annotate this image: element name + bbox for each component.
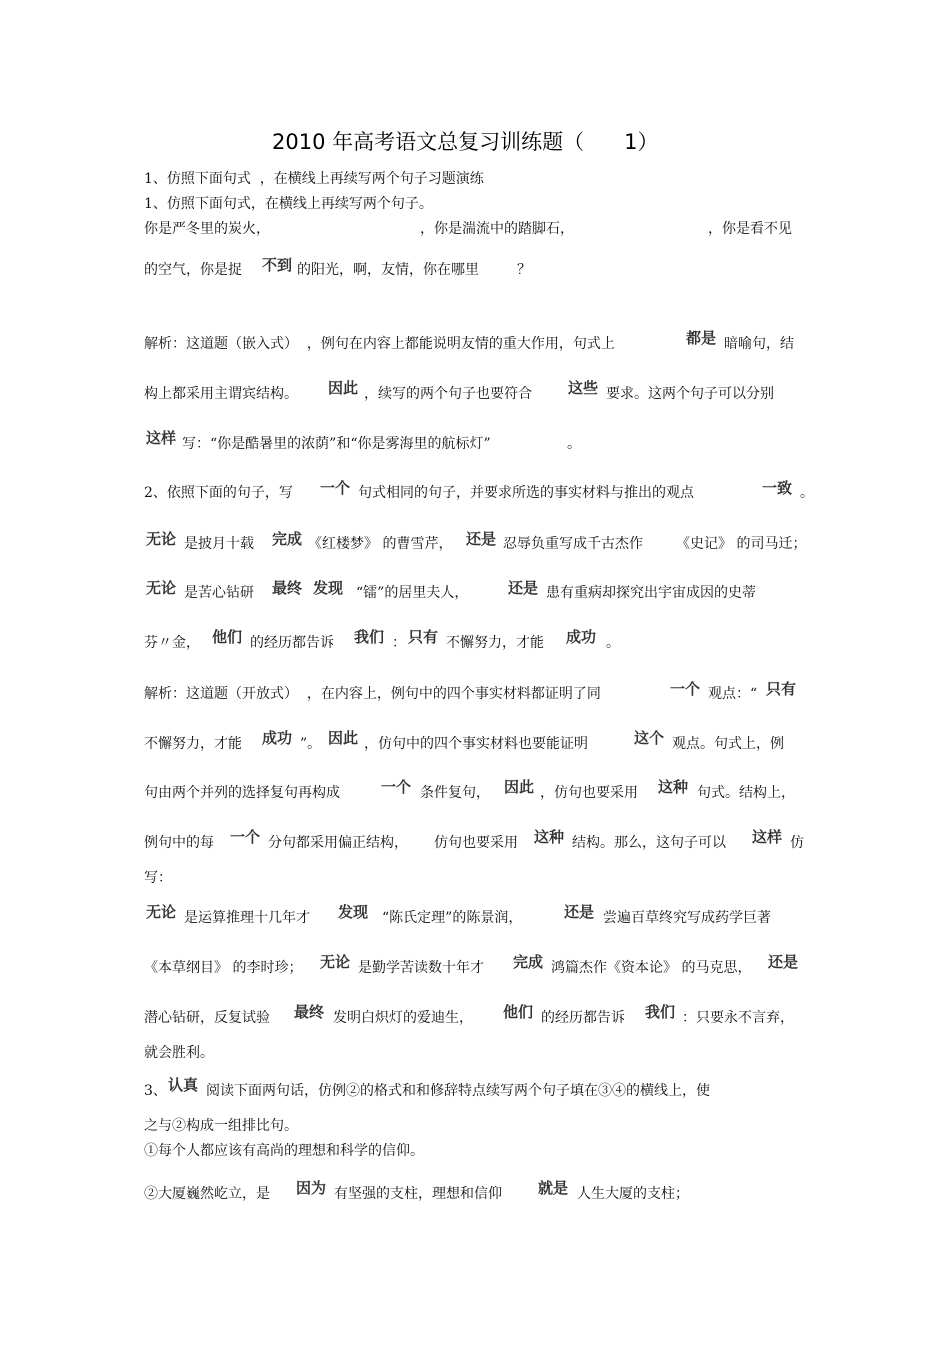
q2-text: 是披月十载 — [184, 536, 254, 552]
q2-text: 忍辱负重写成千古杰作 — [503, 536, 643, 552]
analysis-2: 例句中的每 — [144, 835, 214, 851]
analysis-2: 仿句也要采用 — [434, 835, 518, 851]
q2-text: 芬〃金， — [144, 635, 200, 651]
sample-answer: 是勤学苦读数十年才 — [358, 960, 484, 976]
q2-text: 是苦心钻研 — [184, 585, 254, 601]
handwritten-word: 因此 — [328, 379, 359, 397]
handwritten-word: 还是 — [466, 530, 497, 548]
analysis-1: 写：“你是酷暑里的浓荫”和“你是雾海里的航标灯” — [182, 436, 491, 452]
handwritten-word: 完成 — [272, 530, 303, 548]
page-title: 2010 年高考语文总复习训练题（ 1） — [272, 130, 659, 154]
handwritten-word: 完成 — [513, 953, 544, 971]
analysis-2: 观点：“ — [708, 686, 758, 702]
handwritten-word: 认真 — [168, 1076, 199, 1094]
handwritten-word: 就是 — [538, 1179, 569, 1197]
handwritten-word: 一个 — [230, 828, 261, 846]
handwritten-word: 我们 — [645, 1003, 676, 1021]
q1-text: 的空气，你是捉 — [144, 262, 242, 278]
handwritten-word: 这样 — [146, 429, 177, 447]
analysis-1: 要求。这两个句子可以分别 — [606, 386, 774, 402]
q2-text: ： — [392, 635, 406, 651]
analysis-2: 结构。那么，这句子可以 — [572, 835, 726, 851]
handwritten-word: 只有 — [408, 628, 439, 646]
q1-text: ，你是看不见 — [708, 221, 792, 237]
question-3: 阅读下面两句话，仿例②的格式和和修辞特点续写两个句子填在③④的横线上，使 — [206, 1083, 710, 1099]
analysis-1: 暗喻句，结 — [724, 336, 794, 352]
handwritten-word: 最终 — [294, 1003, 325, 1021]
sample-answer: “陈氏定理”的陈景润， — [382, 910, 523, 926]
question-1: 1、仿照下面句式，在横线上再续写两个句子。 — [144, 196, 433, 212]
question-3-example-1: ①每个人都应该有高尚的理想和科学的信仰。 — [144, 1143, 424, 1159]
handwritten-word: 无论 — [146, 579, 177, 597]
handwritten-word: 一个 — [320, 479, 351, 497]
analysis-2: 解析：这道题（开放式） ，在内容上，例句中的四个事实材料都证明了同 — [144, 686, 601, 702]
handwritten-word: 一致 — [762, 479, 793, 497]
q2-text: 《红楼梦》 的曹雪芹， — [308, 536, 453, 552]
sample-answer: 鸿篇杰作《资本论》 的马克思， — [551, 960, 752, 976]
handwritten-word: 因为 — [296, 1179, 327, 1197]
analysis-2: 仿 — [790, 835, 804, 851]
question-2: 句式相同的句子，并要求所选的事实材料与推出的观点 — [358, 485, 694, 501]
handwritten-word: 发现 — [338, 903, 369, 921]
q2-text: 患有重病却探究出宇宙成因的史蒂 — [546, 585, 756, 601]
q2-text: 。 — [606, 635, 620, 651]
analysis-2: 不懈努力，才能 — [144, 736, 242, 752]
sample-answer: 是运算推理十几年才 — [184, 910, 310, 926]
handwritten-word: 都是 — [686, 329, 717, 347]
question-2: 。 — [800, 485, 814, 501]
sample-answer: 就会胜利。 — [144, 1045, 214, 1061]
analysis-1: 。 — [567, 436, 581, 452]
handwritten-word: 还是 — [564, 903, 595, 921]
q2-text: “镭”的居里夫人， — [356, 585, 469, 601]
analysis-2: 条件复句， — [420, 785, 490, 801]
handwritten-word: 成功 — [262, 729, 293, 747]
question-2: 2、依照下面的句子，写 — [144, 485, 293, 501]
analysis-2: 观点。句式上，例 — [672, 736, 784, 752]
handwritten-word: 一个 — [381, 778, 412, 796]
sample-answer: 尝遍百草终究写成药学巨著 — [603, 910, 771, 926]
handwritten-word: 无论 — [320, 953, 351, 971]
handwritten-word: 这些 — [568, 379, 599, 397]
exercise-heading: 1、仿照下面句式 ，在横线上再续写两个句子习题演练 — [144, 171, 484, 187]
handwritten-word: 只有 — [766, 680, 797, 698]
handwritten-word: 这种 — [534, 828, 565, 846]
handwritten-word: 这种 — [658, 778, 689, 796]
q2-text: 的经历都告诉 — [250, 635, 334, 651]
q2-text: 《史记》 的司马迁； — [676, 536, 807, 552]
sample-answer: 《本草纲目》 的李时珍； — [144, 960, 303, 976]
handwritten-word: 最终 — [272, 579, 303, 597]
question-3: 3、 — [144, 1083, 167, 1099]
question-3: 之与②构成一组排比句。 — [144, 1118, 298, 1134]
handwritten-word: 不到 — [262, 256, 293, 274]
handwritten-word: 因此 — [328, 729, 359, 747]
analysis-2: 句由两个并列的选择复句再构成 — [144, 785, 340, 801]
handwritten-word: 还是 — [508, 579, 539, 597]
analysis-1: ，续写的两个句子也要符合 — [364, 386, 532, 402]
handwritten-word: 这样 — [752, 828, 783, 846]
handwritten-word: 发现 — [313, 579, 344, 597]
q1-text: ？ — [517, 262, 531, 278]
sample-answer: 潜心钻研，反复试验 — [144, 1010, 270, 1026]
sample-answer: 发明白炽灯的爱迪生， — [333, 1010, 473, 1026]
analysis-2: ，仿句也要采用 — [540, 785, 638, 801]
sample-answer: 的经历都告诉 — [541, 1010, 625, 1026]
q1-text: 你是严冬里的炭火， — [144, 221, 270, 237]
q1-text: ，你是湍流中的踏脚石， — [420, 221, 574, 237]
handwritten-word: 他们 — [503, 1003, 534, 1021]
q1-text: 的阳光，啊，友情，你在哪里 — [297, 262, 479, 278]
handwritten-word: 他们 — [212, 628, 243, 646]
handwritten-word: 因此 — [504, 778, 535, 796]
analysis-1: 解析：这道题（嵌入式） ，例句在内容上都能说明友情的重大作用，句式上 — [144, 336, 615, 352]
handwritten-word: 这个 — [634, 729, 665, 747]
analysis-2: 写： — [144, 870, 172, 886]
handwritten-word: 还是 — [768, 953, 799, 971]
question-3-example-2: ②大厦巍然屹立，是 — [144, 1186, 270, 1202]
question-3-example-2: 有坚强的支柱，理想和信仰 — [334, 1186, 502, 1202]
handwritten-word: 成功 — [566, 628, 597, 646]
analysis-2: ”。 — [300, 736, 322, 752]
sample-answer: ：只要永不言弃， — [682, 1010, 794, 1026]
analysis-2: 句式。结构上， — [697, 785, 795, 801]
handwritten-word: 无论 — [146, 530, 177, 548]
analysis-1: 构上都采用主谓宾结构。 — [144, 386, 298, 402]
question-3-example-2: 人生大厦的支柱； — [577, 1186, 689, 1202]
q2-text: 不懈努力，才能 — [446, 635, 544, 651]
analysis-2: ，仿句中的四个事实材料也要能证明 — [364, 736, 588, 752]
handwritten-word: 无论 — [146, 903, 177, 921]
analysis-2: 分句都采用偏正结构， — [268, 835, 408, 851]
handwritten-word: 我们 — [354, 628, 385, 646]
handwritten-word: 一个 — [670, 680, 701, 698]
